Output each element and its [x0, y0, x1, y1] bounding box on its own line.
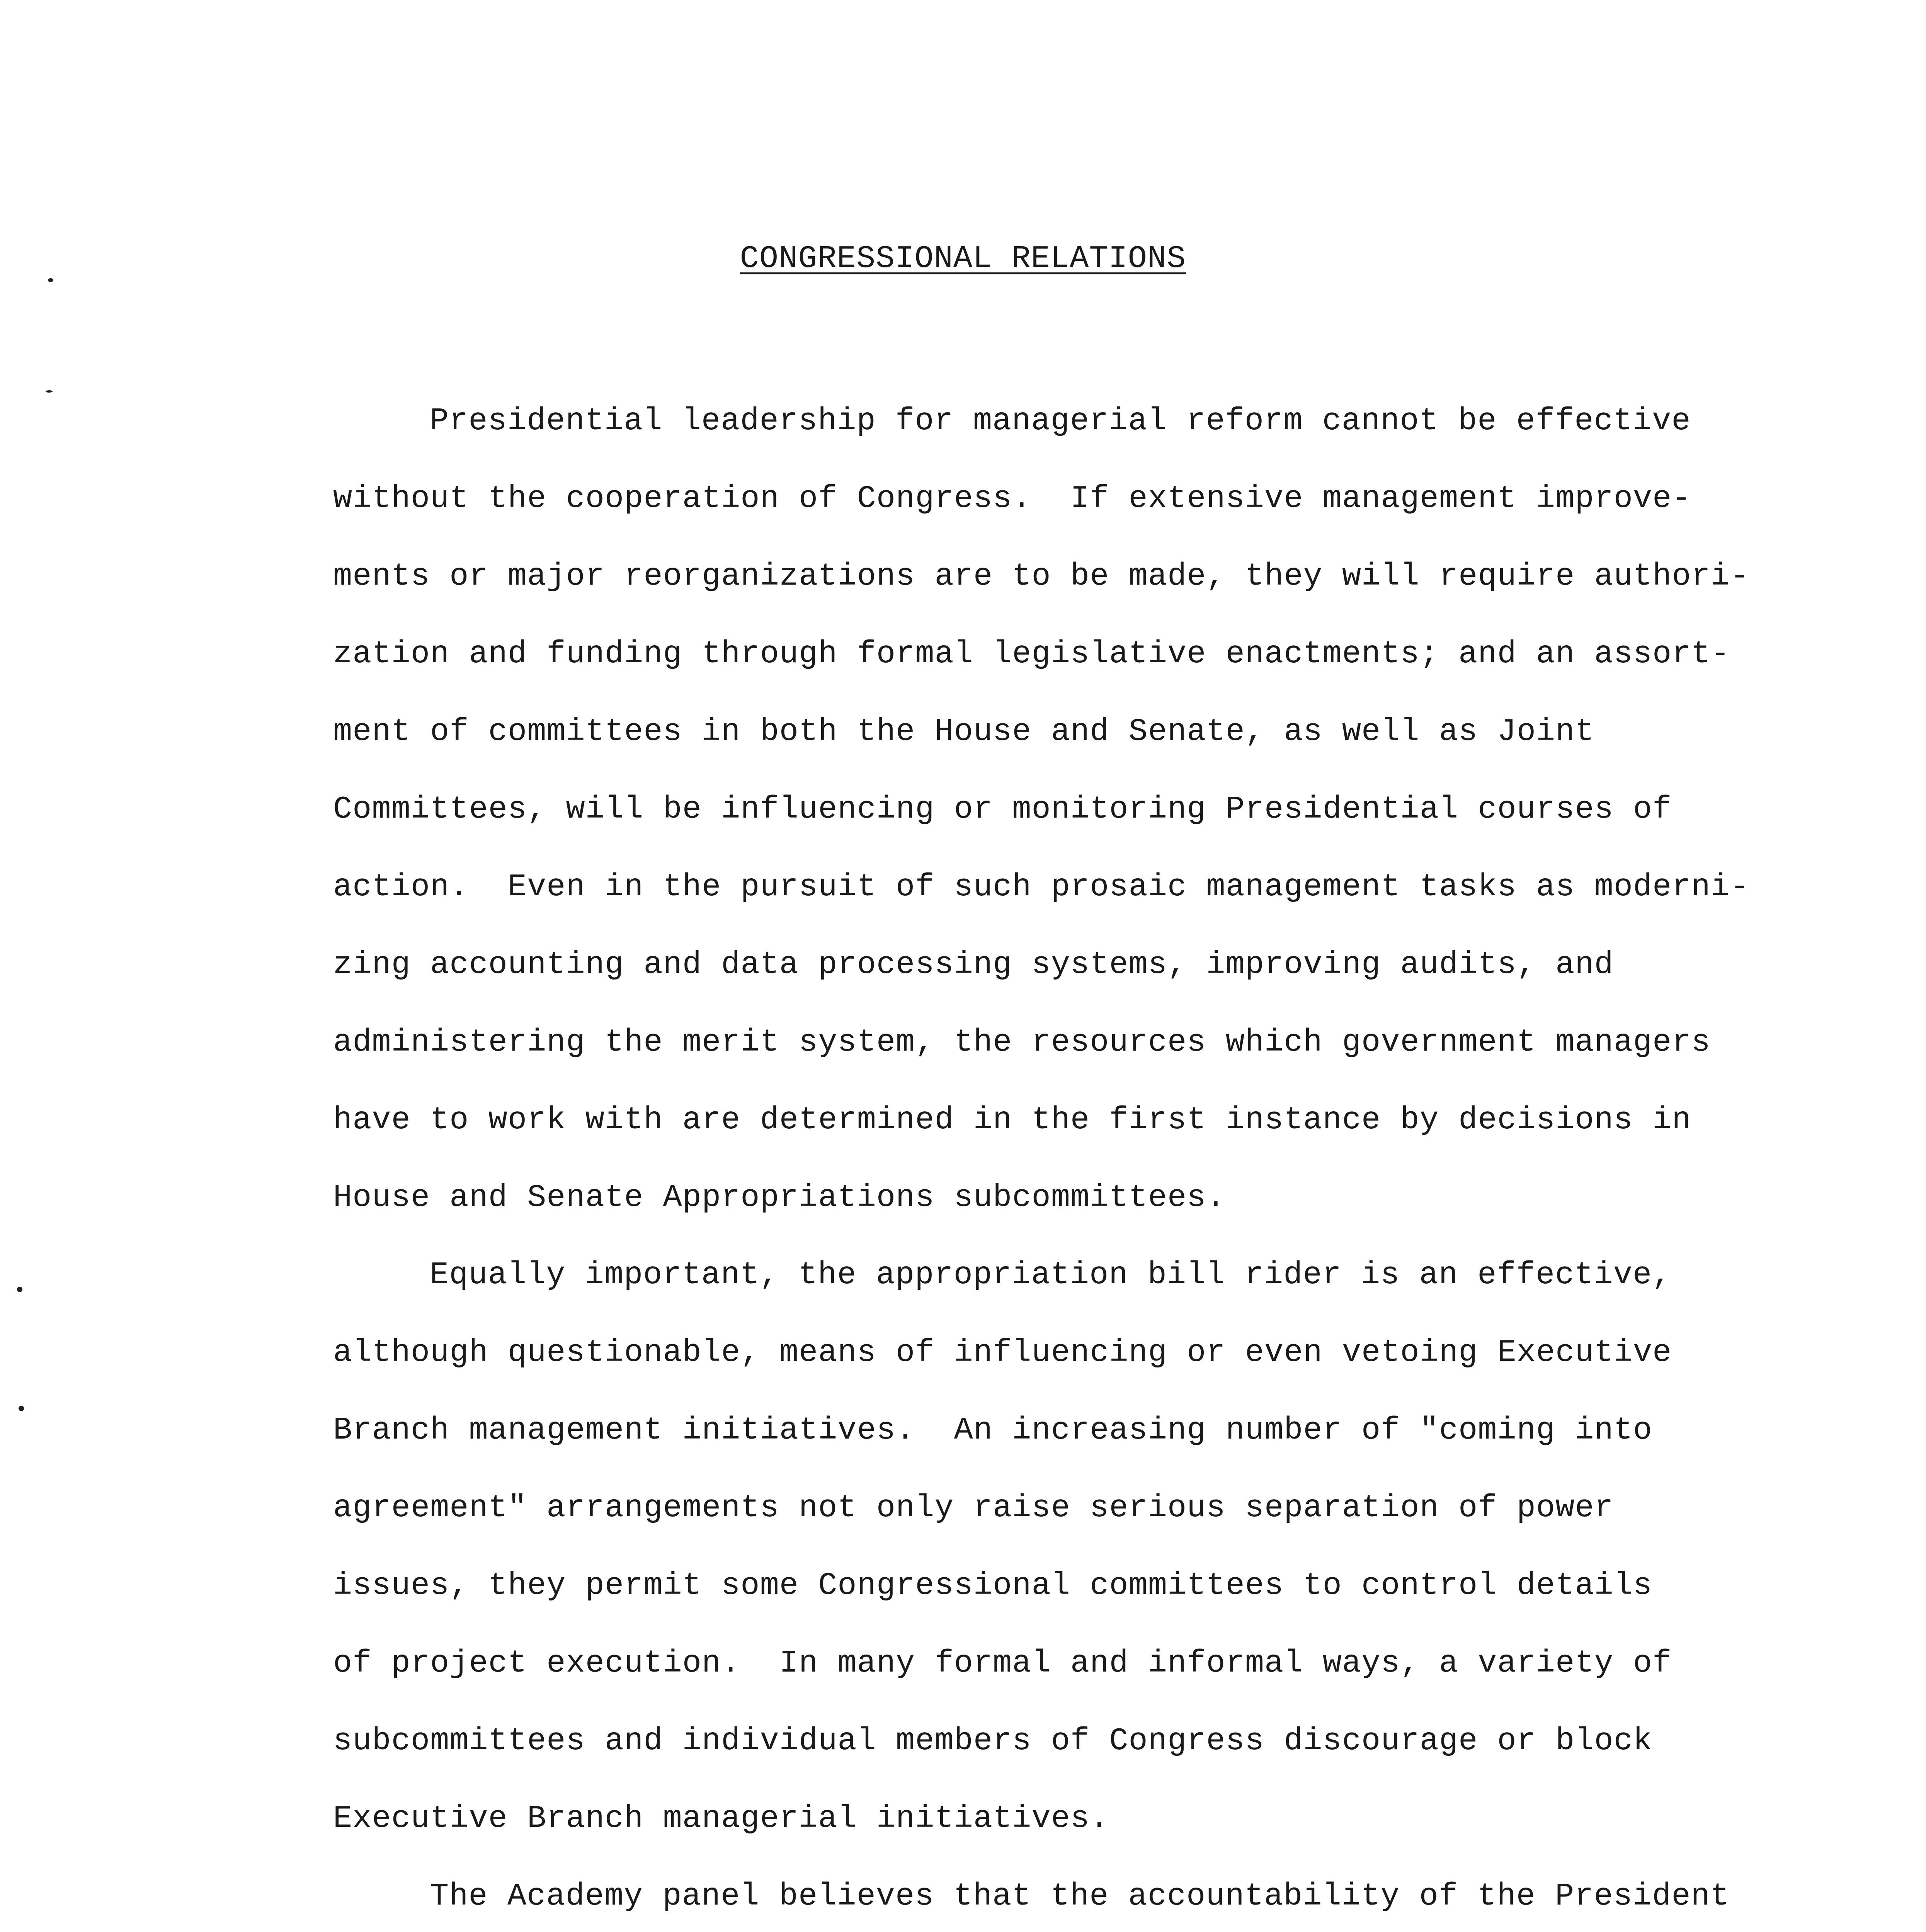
paragraph-2-line-8: Executive Branch managerial initiatives.	[333, 1801, 1109, 1837]
paragraph-2-line-2: although questionable, means of influencing or even vetoing Executive	[333, 1335, 1672, 1371]
paragraph-1-line-5: ment of committees in both the House and Senate, as well as Joint	[333, 714, 1594, 750]
paragraph-1-line-10: have to work with are determined in the first instance by decisions in	[333, 1102, 1691, 1138]
scan-speck	[48, 278, 53, 282]
paragraph-1-line-3: ments or major reorganizations are to be made, they will require authori-	[333, 558, 1750, 594]
paragraph-2-line-6: of project execution. In many formal and informal ways, a variety of	[333, 1645, 1672, 1681]
scan-speck	[17, 1287, 22, 1292]
page-title-text: CONGRESSIONAL RELATIONS	[740, 241, 1186, 277]
paragraph-1-line-4: zation and funding through formal legislative enactments; and an assort-	[333, 636, 1730, 672]
paragraph-2-line-3: Branch management initiatives. An increasing number of "coming into	[333, 1412, 1653, 1448]
scan-speck	[19, 1406, 24, 1411]
paragraph-1-line-7: action. Even in the pursuit of such prosaic management tasks as moderni-	[333, 869, 1750, 905]
page-title	[0, 240, 1926, 278]
paragraph-1-line-8: zing accounting and data processing systems, improving audits, and	[333, 947, 1614, 983]
paragraph-1-line-9: administering the merit system, the resources which government managers	[333, 1024, 1711, 1060]
paragraph-3-line-1: The Academy panel believes that the accountability of the President	[430, 1878, 1730, 1914]
paragraph-1-line-6: Committees, will be influencing or monitoring Presidential courses of	[333, 791, 1672, 827]
paragraph-1-line-11: House and Senate Appropriations subcommittees.	[333, 1180, 1226, 1216]
paragraph-1-line-2: without the cooperation of Congress. If extensive management improve-	[333, 481, 1691, 517]
scan-speck	[46, 390, 53, 393]
paragraph-2-line-5: issues, they permit some Congressional committees to control details	[333, 1568, 1653, 1604]
paragraph-2-line-1: Equally important, the appropriation bill rider is an effective,	[430, 1257, 1672, 1293]
paragraph-1-line-1: Presidential leadership for managerial reform cannot be effective	[430, 403, 1691, 439]
paragraph-2-line-7: subcommittees and individual members of Congress discourage or block	[333, 1723, 1653, 1759]
paragraph-2-line-4: agreement" arrangements not only raise serious separation of power	[333, 1490, 1614, 1526]
